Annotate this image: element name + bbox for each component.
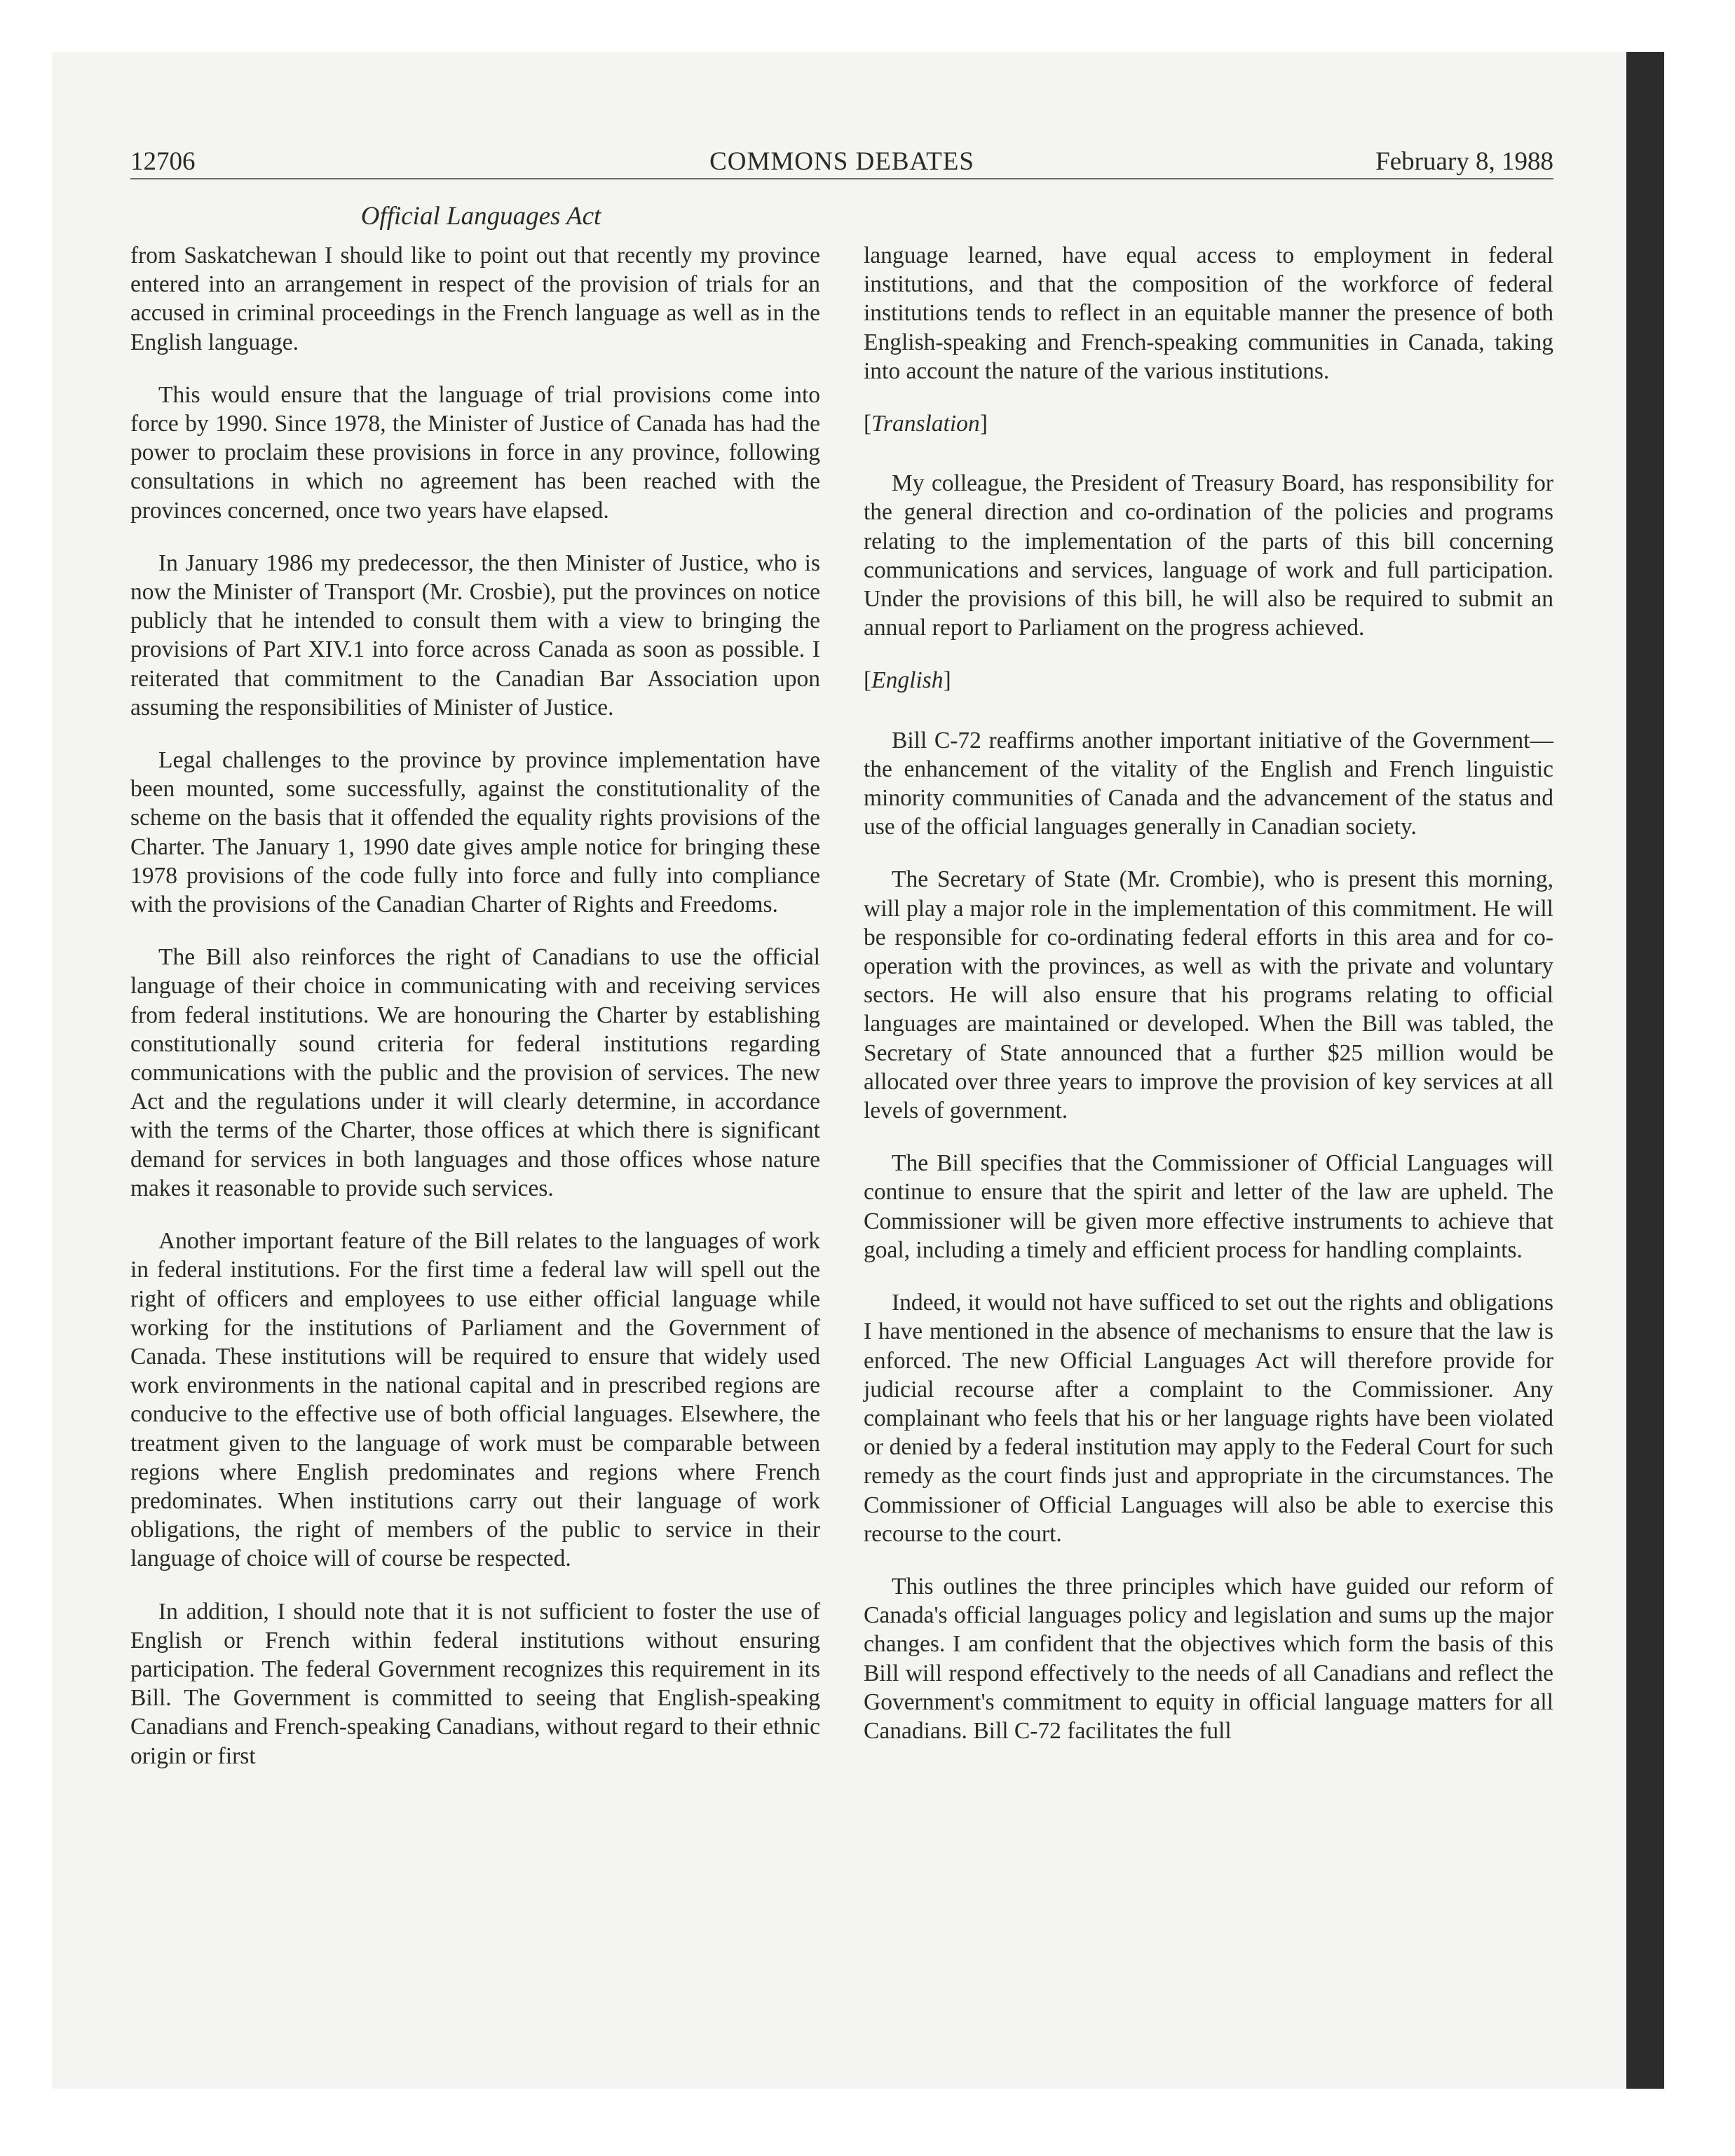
paragraph: My colleague, the President of Treasury Board, has responsibility for the general direction and co-ordination of the policies and programs relating to the implementation of the parts of this bill concerning communications and services, language of work and full participation. Under the provisions of this bill, he will also be required to submit an annual report to Parliament on the progress achieved. [864,470,1553,641]
paragraph: The Secretary of State (Mr. Crombie), who is present this morning, will play a major role in the implementation of this commitment. He will be responsible for co-ordinating federal efforts in this area and for co-operation with the provinces, as well as with the private and voluntary sectors. He will also ensure that his programs relating to official languages are maintained or developed. When the Bill was tabled, the Secretary of State announced that a further $25 million would be allocated over three years to improve the provision of key services at all levels of government. [864,866,1553,1124]
paragraph: Bill C-72 reaffirms another important initiative of the Government—the enhancement of the vitality of the English and French linguistic minority communities of Canada and the advancement of the status and use of the official languages generally in Canadian society. [864,727,1553,840]
paragraph: This would ensure that the language of trial provisions come into force by 1990. Since 1978, the Minister of Justice of Canada has had the power to proclaim these provisions in force in any province, following consultations in which no agreement has been reached with the provinces concerned, once two years have elapsed. [130,381,820,524]
running-title: Official Languages Act [360,202,601,231]
paragraph: The Bill specifies that the Commissioner of Official Languages will continue to ensure that the spirit and letter of the law are upheld. The Commissioner will be given more effective instruments to achieve that goal, including a timely and efficient process for handling complaints. [864,1150,1553,1263]
paragraph: Another important feature of the Bill relates to the languages of work in federal institutions. For the first time a federal law will spell out the right of officers and employees to use either official language while working for the institutions of Parliament and the Government of Canada. These institutions will be required to ensure that widely used work environments in the national capital and in prescribed regions are conducive to the effective use of both official languages. Elsewhere, the treatment given to the language of work must be comparable between regions where English predominates and regions where French predominates. When institutions carry out their language of work obligations, the right of members of the public to service in their language of choice will of course be respected. [130,1228,820,1572]
translation-marker-text: Translation [871,411,980,437]
paragraph: language learned, have equal access to employment in federal institutions, and that the composition of the workforce of federal institutions tends to reflect in an equitable manner the presence of both English-speaking and French-speaking communities in Canada, taking into account the nature of the various institutions. [864,243,1553,384]
left-column [130,241,820,1794]
english-marker: [English] [864,667,951,694]
paragraph: This outlines the three principles which have guided our reform of Canada's official languages policy and legislation and sums up the major changes. I am confident that the objectives which form the basis of this Bill will respond effectively to the needs of all Canadians and reflect the Government's commitment to equity in official language matters for all Canadians. Bill C-72 facilitates the full [864,1573,1553,1744]
paragraph: Legal challenges to the province by province implementation have been mounted, some successfully, against the constitutionality of the scheme on the basis that it offended the equality rights provisions of the Charter. The January 1, 1990 date gives ample notice for bringing these 1978 provisions of the code fully into force and fully into compliance with the provisions of the Canadian Charter of Rights and Freedoms. [130,747,820,918]
paragraph: In addition, I should note that it is not sufficient to foster the use of English or French within federal institutions without ensuring participation. The federal Government recognizes this requirement in its Bill. The Government is committed to seeing that English-speaking Canadians and French-speaking Canadians, without regard to their ethnic origin or first [130,1598,820,1769]
english-marker-text: English [871,667,944,694]
paragraph: The Bill also reinforces the right of Canadians to use the official language of their choice in communicating with and receiving services from federal institutions. We are honouring the Charter by establishing constitutionally sound criteria for federal institutions regarding communications with the public and the provision of services. The new Act and the regulations under it will clearly determine, in accordance with the terms of the Charter, those offices at which there is significant demand for services in both languages and those offices whose nature makes it reasonable to provide such services. [130,944,820,1201]
right-column [864,241,1553,1769]
publication-title: COMMONS DEBATES [709,147,974,176]
page-number: 12706 [130,147,196,176]
paragraph: from Saskatchewan I should like to point out that recently my province entered into an arrangement in respect of the provision of trials for an accused in criminal proceedings in the French language as well as in the English language. [130,243,820,355]
header-rule [130,178,1553,179]
paragraph: Indeed, it would not have sufficed to set out the rights and obligations I have mentioned in the absence of mechanisms to ensure that the law is enforced. The new Official Languages Act will therefore provide for judicial recourse after a complaint to the Commissioner. Any complainant who feels that his or her language rights have been violated or denied by a federal institution may apply to the Federal Court for such remedy as the court finds just and appropriate in the circumstances. The Commissioner of Official Languages will also be able to exercise this recourse to the court. [864,1290,1553,1547]
paragraph: In January 1986 my predecessor, the then Minister of Justice, who is now the Minister of Transport (Mr. Crosbie), put the provinces on notice publicly that he intended to consult them with a view to bringing the provisions of Part XIV.1 into force across Canada as soon as possible. I reiterated that commitment to the Canadian Bar Association upon assuming the responsibilities of Minister of Justice. [130,550,820,721]
publication-date: February 8, 1988 [1375,147,1553,176]
translation-marker: [Translation] [864,411,988,437]
page-header [130,144,1553,179]
